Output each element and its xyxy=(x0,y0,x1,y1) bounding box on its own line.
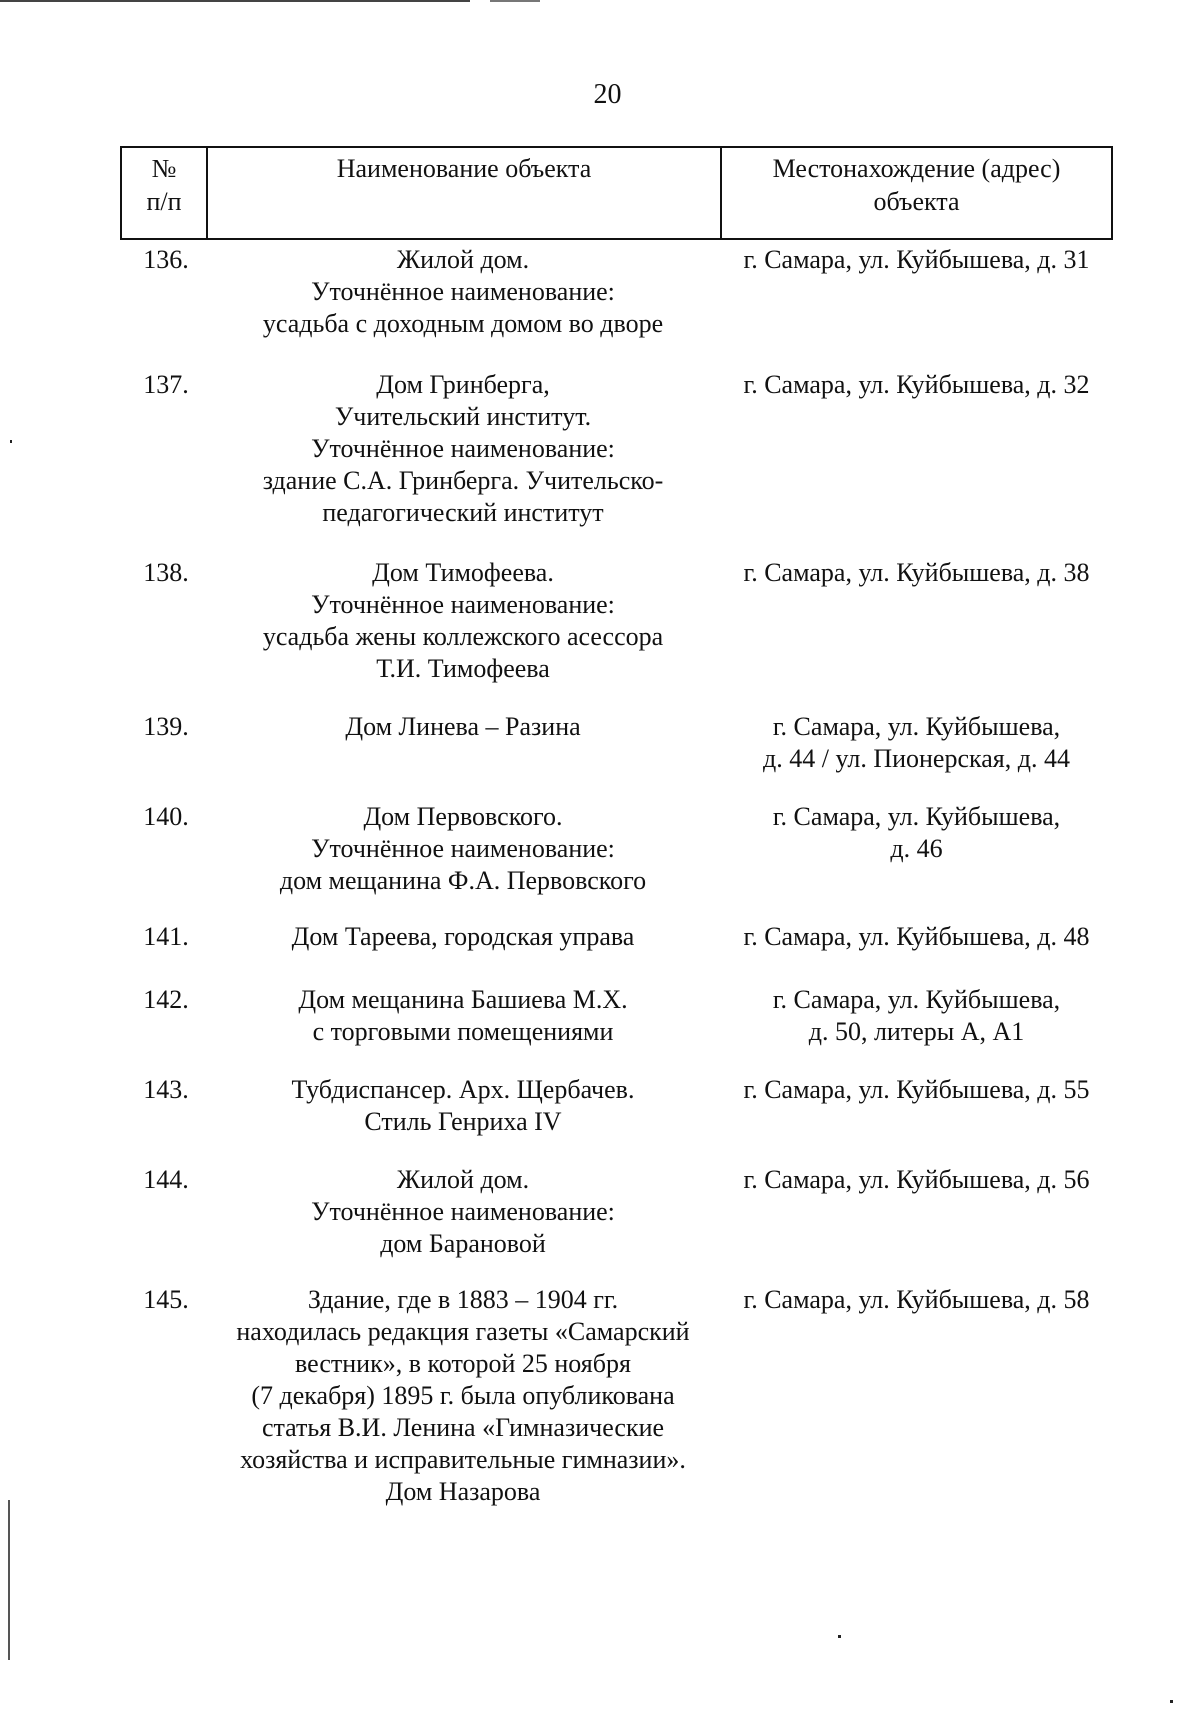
object-name-line: Уточнённое наименование: xyxy=(311,590,615,619)
object-name-line: здание С.А. Гринберга. Учительско- xyxy=(262,466,664,495)
object-address xyxy=(720,1074,1113,1138)
row-number: 139. xyxy=(143,712,189,741)
object-name xyxy=(206,1164,720,1260)
row-number: 145. xyxy=(143,1285,189,1314)
object-address xyxy=(720,557,1113,685)
object-name xyxy=(206,801,720,897)
table-row xyxy=(120,1284,1113,1508)
object-address-line: г. Самара, ул. Куйбышева, д. 58 xyxy=(743,1285,1090,1314)
header-name-label: Наименование объекта xyxy=(336,154,592,183)
object-name-line: усадьба с доходным домом во дворе xyxy=(262,309,664,338)
object-name xyxy=(206,711,720,775)
object-name xyxy=(206,369,720,529)
table-row xyxy=(120,801,1113,897)
object-name-line: Дом Тимофеева. xyxy=(372,558,554,587)
object-address-line: г. Самара, ул. Куйбышева, д. 55 xyxy=(743,1075,1090,1104)
object-name-line: Т.И. Тимофеева xyxy=(376,654,550,683)
object-name-line: Уточнённое наименование: xyxy=(311,1197,615,1226)
object-name-line: находилась редакция газеты «Самарский xyxy=(236,1317,690,1346)
table-row xyxy=(120,244,1113,340)
table-row xyxy=(120,984,1113,1048)
table-row xyxy=(120,1164,1113,1260)
scan-speck xyxy=(838,1635,841,1638)
scan-speck xyxy=(1170,1700,1173,1703)
object-name-line: Дом Первовского. xyxy=(363,802,563,831)
table-row xyxy=(120,1074,1113,1138)
object-name-line: вестник», в которой 25 ноября xyxy=(295,1349,631,1378)
object-name-line: Здание, где в 1883 – 1904 гг. xyxy=(307,1285,619,1314)
table-row xyxy=(120,921,1113,953)
object-address-line: г. Самара, ул. Куйбышева, xyxy=(772,712,1061,741)
object-address xyxy=(720,711,1113,775)
row-number: 143. xyxy=(143,1075,189,1104)
object-name-line: усадьба жены коллежского асессора xyxy=(262,622,664,651)
object-address-line: г. Самара, ул. Куйбышева, д. 48 xyxy=(743,922,1090,951)
object-name xyxy=(206,1074,720,1138)
object-address xyxy=(720,921,1113,953)
object-name-line: Уточнённое наименование: xyxy=(311,834,615,863)
object-name-line: Дом Тареева, городская управа xyxy=(291,922,635,951)
object-name xyxy=(206,984,720,1048)
object-name-line: Стиль Генриха IV xyxy=(364,1107,562,1136)
object-name-line: Дом Назарова xyxy=(385,1477,541,1506)
object-name-line: Дом мещанина Башиева М.Х. xyxy=(298,985,628,1014)
table-row xyxy=(120,369,1113,529)
scan-top-rule xyxy=(490,0,540,2)
row-number: 140. xyxy=(143,802,189,831)
object-address-line: д. 46 xyxy=(890,834,943,863)
header-address-column xyxy=(722,148,1111,238)
object-name-line: Дом Гринберга, xyxy=(376,370,550,399)
header-number-sublabel: п/п xyxy=(146,187,182,216)
object-name-line: с торговыми помещениями xyxy=(312,1017,614,1046)
object-address xyxy=(720,801,1113,897)
object-name-line: хозяйства и исправительные гимназии». xyxy=(240,1445,686,1474)
scan-margin-line xyxy=(8,1500,10,1660)
row-number: 142. xyxy=(143,985,189,1014)
header-address-label: Местонахождение (адрес) xyxy=(772,154,1061,183)
object-name-line: Жилой дом. xyxy=(396,245,530,274)
table-row xyxy=(120,711,1113,775)
row-number: 144. xyxy=(143,1165,189,1194)
object-name xyxy=(206,921,720,953)
object-address xyxy=(720,244,1113,340)
object-name-line: статья В.И. Ленина «Гимназические xyxy=(261,1413,665,1442)
object-name-line: Уточнённое наименование: xyxy=(311,434,615,463)
object-name-line: дом Барановой xyxy=(380,1229,546,1258)
row-number: 141. xyxy=(143,922,189,951)
object-address-line: г. Самара, ул. Куйбышева, xyxy=(772,985,1061,1014)
object-address xyxy=(720,984,1113,1048)
object-address xyxy=(720,1164,1113,1260)
object-address-line: д. 50, литеры А, А1 xyxy=(808,1017,1025,1046)
table-header xyxy=(120,146,1113,240)
header-name-column xyxy=(208,148,722,238)
page-number: 20 xyxy=(593,79,622,110)
object-address xyxy=(720,1284,1113,1508)
object-address-line: г. Самара, ул. Куйбышева, д. 56 xyxy=(743,1165,1090,1194)
object-name-line: Уточнённое наименование: xyxy=(311,277,615,306)
object-name xyxy=(206,244,720,340)
header-address-sublabel: объекта xyxy=(873,187,960,216)
object-address-line: г. Самара, ул. Куйбышева, д. 31 xyxy=(743,245,1090,274)
object-address-line: г. Самара, ул. Куйбышева, xyxy=(772,802,1061,831)
header-number-label: № xyxy=(151,154,177,183)
header-number-column xyxy=(122,148,208,238)
object-name-line: (7 декабря) 1895 г. была опубликована xyxy=(251,1381,675,1410)
row-number: 136. xyxy=(143,245,189,274)
object-name xyxy=(206,1284,720,1508)
object-name-line: дом мещанина Ф.А. Первовского xyxy=(279,866,647,895)
object-name-line: Жилой дом. xyxy=(396,1165,530,1194)
row-number: 138. xyxy=(143,558,189,587)
row-number: 137. xyxy=(143,370,189,399)
object-name-line: педагогический институт xyxy=(322,498,604,527)
object-address xyxy=(720,369,1113,529)
object-name-line: Дом Линева – Разина xyxy=(345,712,581,741)
object-address-line: г. Самара, ул. Куйбышева, д. 32 xyxy=(743,370,1090,399)
table-row xyxy=(120,557,1113,685)
object-address-line: д. 44 / ул. Пионерская, д. 44 xyxy=(763,744,1070,773)
object-name-line: Учительский институт. xyxy=(334,402,592,431)
object-name xyxy=(206,557,720,685)
scan-speck xyxy=(10,440,12,443)
scan-top-rule xyxy=(0,0,470,2)
object-name-line: Тубдиспансер. Арх. Щербачев. xyxy=(291,1075,635,1104)
object-address-line: г. Самара, ул. Куйбышева, д. 38 xyxy=(743,558,1090,587)
